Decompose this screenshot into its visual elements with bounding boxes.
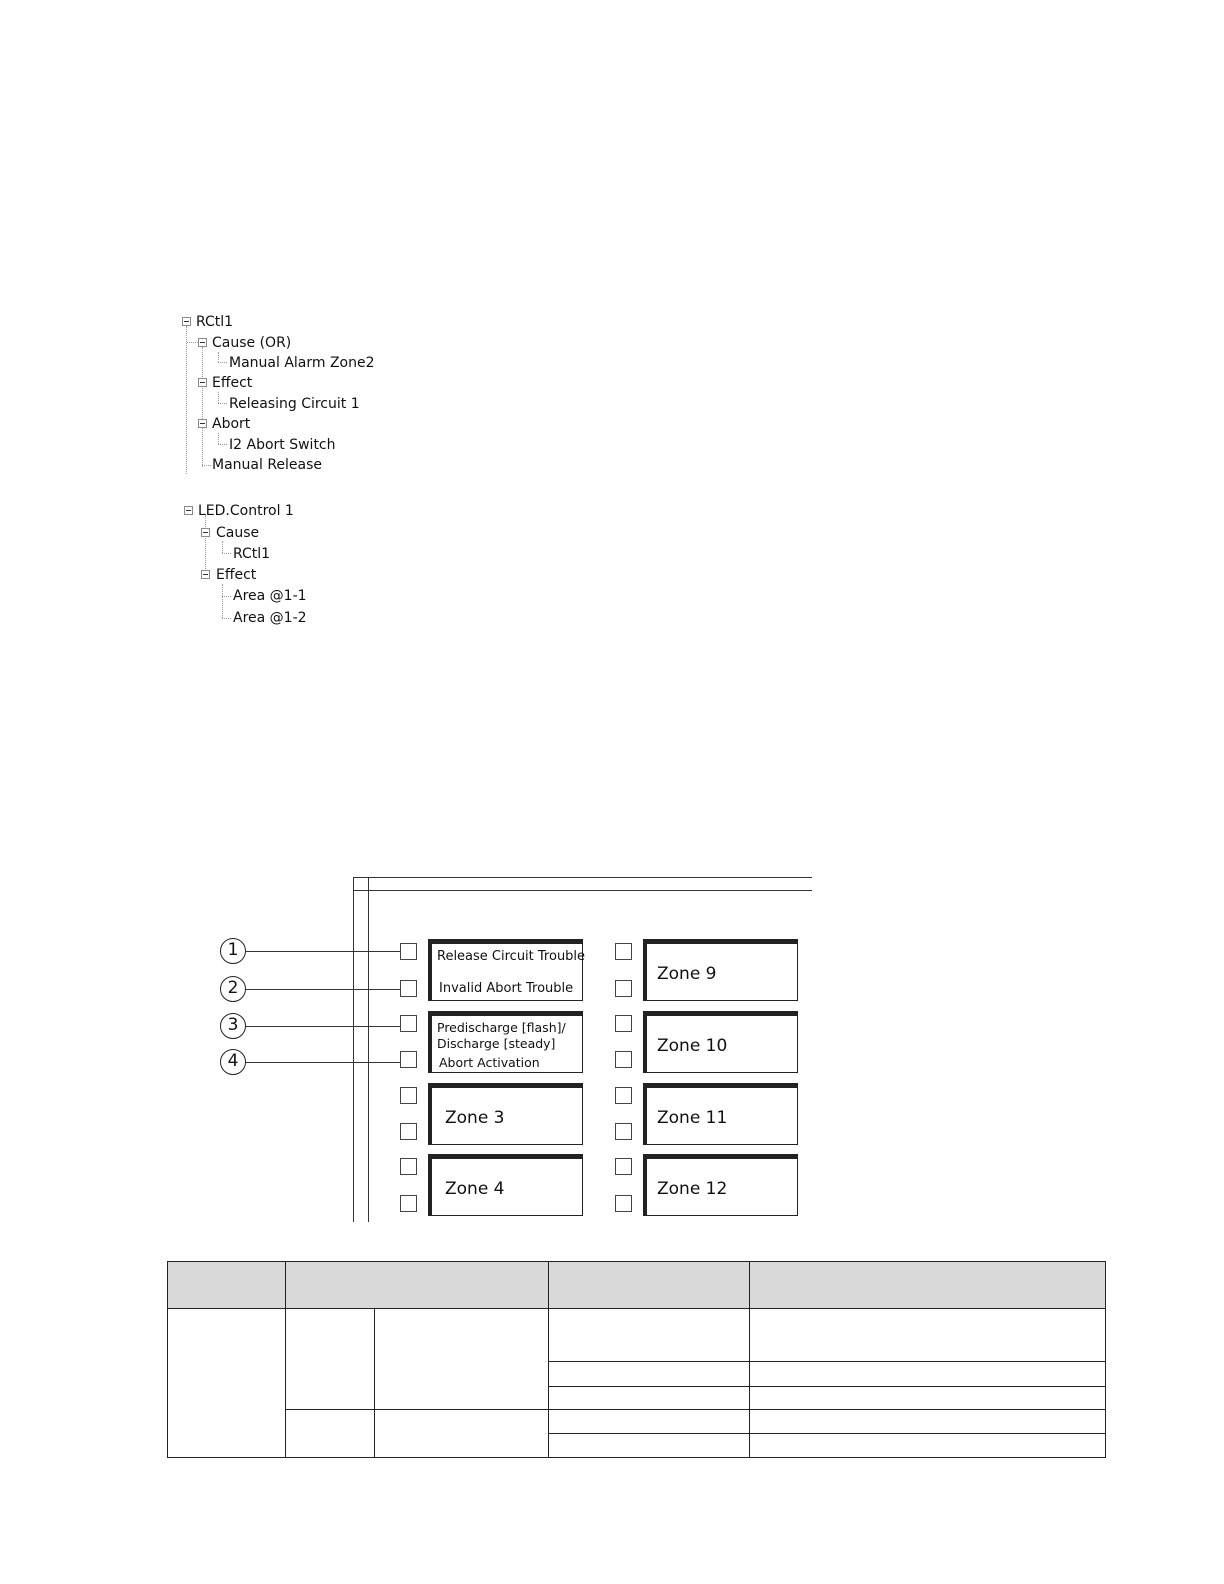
led-indicator <box>400 980 417 997</box>
tree-node-cause-item[interactable]: RCtl1 <box>233 546 271 562</box>
led-indicator <box>400 1158 417 1175</box>
zone-label: Zone 12 <box>657 1179 728 1199</box>
led-indicator <box>400 1051 417 1068</box>
table-cell <box>286 1309 375 1410</box>
label-box-zone <box>643 1083 798 1145</box>
zone-label: Zone 3 <box>445 1108 505 1128</box>
table-cell <box>750 1309 1106 1362</box>
tree-node-manual-release[interactable]: Manual Release <box>212 457 323 473</box>
tree-guide-line <box>218 444 227 445</box>
panel-frame-line <box>353 877 354 1222</box>
led-indicator <box>615 1087 632 1104</box>
tree-guide-line <box>218 352 219 362</box>
config-table <box>167 1261 1106 1458</box>
zone-label: Zone 11 <box>657 1108 728 1128</box>
tree-node-effect-item[interactable]: Releasing Circuit 1 <box>229 396 360 412</box>
tree-guide-line <box>222 618 231 619</box>
tree-node-root[interactable]: RCtl1 <box>196 314 234 330</box>
tree-node-abort[interactable]: Abort <box>212 416 251 432</box>
tree-node-effect[interactable]: Effect <box>216 567 257 583</box>
led-indicator <box>615 1195 632 1212</box>
label-text: Release Circuit Trouble <box>437 949 586 964</box>
table-cell <box>168 1309 286 1458</box>
led-indicator <box>615 1123 632 1140</box>
table-cell <box>549 1362 750 1387</box>
collapse-icon[interactable] <box>201 528 210 537</box>
zone-label: Zone 10 <box>657 1036 728 1056</box>
tree-node-cause[interactable]: Cause <box>216 525 260 541</box>
tree-node-root[interactable]: LED.Control 1 <box>198 503 294 519</box>
tree-node-cause[interactable]: Cause (OR) <box>212 335 292 351</box>
collapse-icon[interactable] <box>198 378 207 387</box>
label-box-zone <box>643 939 798 1001</box>
tree-node-abort-item[interactable]: I2 Abort Switch <box>229 437 336 453</box>
table-header-cell <box>549 1262 750 1309</box>
collapse-icon[interactable] <box>198 419 207 428</box>
table-cell <box>375 1410 549 1458</box>
led-indicator <box>615 1158 632 1175</box>
table-header-cell <box>286 1262 549 1309</box>
label-box-zone <box>428 1083 583 1145</box>
callout-leader <box>246 1026 400 1027</box>
tree-guide-line <box>202 465 211 466</box>
table-row <box>168 1309 1106 1362</box>
label-box-discharge <box>428 1011 583 1073</box>
table-cell <box>750 1362 1106 1387</box>
led-indicator <box>615 1051 632 1068</box>
callout-1: 1 <box>220 938 246 964</box>
led-indicator <box>400 1087 417 1104</box>
table-cell <box>286 1410 375 1458</box>
led-indicator <box>615 980 632 997</box>
tree-guide-line <box>218 392 219 403</box>
table-cell <box>549 1410 750 1434</box>
label-box-zone <box>643 1154 798 1216</box>
label-box-zone <box>643 1011 798 1073</box>
tree-guide-line <box>205 515 206 575</box>
tree-guide-line <box>222 584 223 618</box>
table-cell <box>375 1309 549 1410</box>
callout-3: 3 <box>220 1013 246 1039</box>
label-text: Abort Activation <box>439 1055 540 1070</box>
tree-guide-line <box>218 403 227 404</box>
table-cell <box>750 1434 1106 1458</box>
tree-node-effect-item[interactable]: Area @1-1 <box>233 588 307 604</box>
table-header-cell <box>168 1262 286 1309</box>
table-header-cell <box>750 1262 1106 1309</box>
tree-guide-line <box>218 362 227 363</box>
label-box-release-circuit <box>428 939 586 1001</box>
collapse-icon[interactable] <box>201 570 210 579</box>
table-cell <box>549 1387 750 1410</box>
tree-guide-line <box>222 553 231 554</box>
tree-guide-line <box>187 342 198 343</box>
tree-node-effect[interactable]: Effect <box>212 375 253 391</box>
led-indicator <box>400 1015 417 1032</box>
label-text: Invalid Abort Trouble <box>439 981 574 996</box>
callout-2: 2 <box>220 976 246 1002</box>
collapse-icon[interactable] <box>182 317 191 326</box>
tree-node-cause-item[interactable]: Manual Alarm Zone2 <box>229 355 375 371</box>
zone-label: Zone 4 <box>445 1179 505 1199</box>
zone-label: Zone 9 <box>657 964 717 984</box>
tree-guide-line <box>202 347 203 467</box>
table-cell <box>549 1434 750 1458</box>
label-text: Discharge [steady] <box>437 1036 556 1051</box>
led-indicator <box>400 1195 417 1212</box>
table-row <box>168 1410 1106 1434</box>
led-indicator <box>400 943 417 960</box>
panel-frame-line <box>368 877 369 1222</box>
tree-guide-line <box>222 596 231 597</box>
tree-guide-line <box>222 541 223 553</box>
panel-frame-line <box>353 890 812 891</box>
collapse-icon[interactable] <box>198 338 207 347</box>
tree-guide-line <box>218 433 219 444</box>
led-indicator <box>400 1123 417 1140</box>
table-cell <box>750 1387 1106 1410</box>
table-cell <box>750 1410 1106 1434</box>
led-indicator <box>615 943 632 960</box>
callout-4: 4 <box>220 1049 246 1075</box>
led-indicator <box>615 1015 632 1032</box>
callout-leader <box>246 1062 400 1063</box>
tree-guide-line <box>186 326 187 474</box>
label-text: Predischarge [flash]/ <box>437 1020 566 1035</box>
collapse-icon[interactable] <box>184 506 193 515</box>
label-box-zone <box>428 1154 583 1216</box>
panel-frame-line <box>353 877 812 878</box>
table-header-row <box>168 1262 1106 1309</box>
callout-leader <box>246 989 400 990</box>
tree-node-effect-item[interactable]: Area @1-2 <box>233 610 307 626</box>
table-cell <box>549 1309 750 1362</box>
callout-leader <box>246 951 400 952</box>
